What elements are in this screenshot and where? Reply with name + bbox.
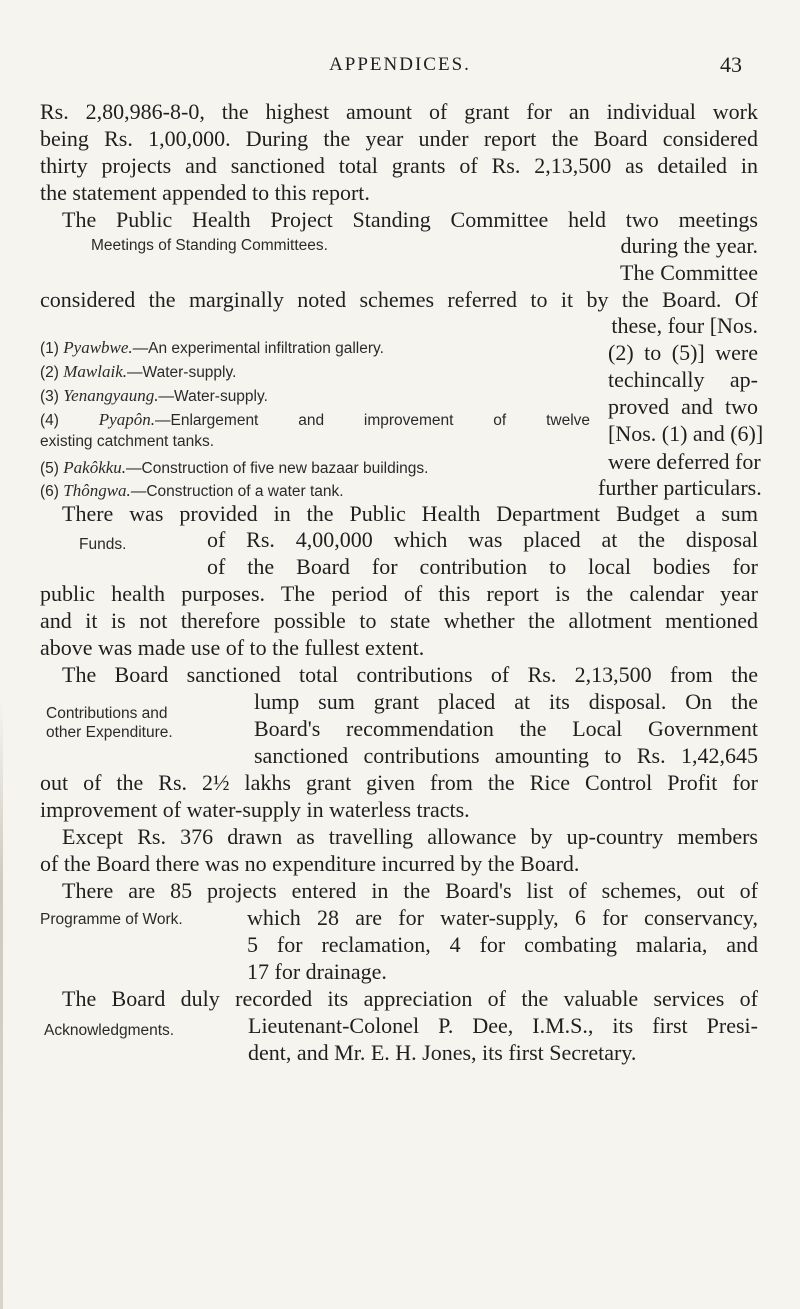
p6-side-line-3: 17 for drainage. — [247, 959, 387, 984]
margin-note-contributions-1: Contributions and — [46, 705, 168, 722]
p7-side-line-2: dent, and Mr. E. H. Jones, its first Secretary. — [248, 1040, 637, 1065]
p3-line-3: and it is not therefore possible to state whether the allotment mentioned — [40, 608, 758, 633]
p3-side-line-2: of the Board for contribution to local bodies for — [207, 554, 758, 579]
margin-note-meetings: Meetings of Standing Committees. — [91, 237, 328, 254]
scheme-item-4: (4) Pyapôn.—Enlargement and improvement of twelve — [40, 410, 591, 429]
scheme-item-5: (5) Pakôkku.—Construction of five new bazaar buildings. — [40, 458, 429, 477]
scheme-item-4-cont: existing catchment tanks. — [40, 433, 215, 450]
p2-right-col-4: proved and two — [608, 394, 758, 419]
p2-right-col-6: were deferred for — [608, 449, 761, 474]
scheme-item-6: (6) Thôngwa.—Construction of a water tank. — [40, 481, 344, 500]
p6-side-line-1: which 28 are for water-supply, 6 for conservancy, — [247, 905, 758, 930]
p3-side-line-1: of Rs. 4,00,000 which was placed at the disposal — [207, 527, 758, 552]
p7-line-1: The Board duly recorded its appreciation of the valuable services of — [62, 986, 758, 1011]
p1-line-2: being Rs. 1,00,000. During the year under report the Board considered — [40, 126, 758, 151]
p2-side-line-2: The Committee — [620, 260, 758, 285]
margin-note-programme: Programme of Work. — [40, 911, 183, 928]
p2-line-full: considered the marginally noted schemes referred to it by the Board. Of — [40, 287, 758, 312]
p4-side-line-1: lump sum grant placed at its disposal. On the — [254, 689, 758, 714]
p2-line-1: The Public Health Project Standing Committee held two meetings — [62, 207, 758, 232]
p2-right-col-2: (2) to (5)] were — [608, 340, 758, 365]
scan-edge-shadow — [0, 700, 3, 1309]
p4-line-1: The Board sanctioned total contributions of Rs. 2,13,500 from the — [62, 662, 758, 687]
page-number: 43 — [720, 52, 742, 77]
p5-line-1: Except Rs. 376 drawn as travelling allowance by up-country members — [62, 824, 758, 849]
running-head: APPENDICES. — [329, 54, 471, 75]
p2-right-col-7: further particulars. — [598, 475, 762, 500]
p7-side-line-1: Lieutenant-Colonel P. Dee, I.M.S., its first Presi- — [248, 1013, 758, 1038]
p1-line-1: Rs. 2,80,986-8-0, the highest amount of grant for an individual work — [40, 99, 758, 124]
p2-side-line-1: during the year. — [620, 233, 758, 258]
p2-right-col-1: these, four [Nos. — [611, 313, 758, 338]
p4-side-line-3: sanctioned contributions amounting to Rs. 1,42,645 — [254, 743, 758, 768]
page-header — [0, 54, 800, 84]
p4-side-line-2: Board's recommendation the Local Government — [254, 716, 758, 741]
p1-line-4: the statement appended to this report. — [40, 180, 370, 205]
p3-line-2: public health purposes. The period of this report is the calendar year — [40, 581, 758, 606]
margin-note-contributions-2: other Expenditure. — [46, 724, 173, 741]
p5-line-2: of the Board there was no expenditure incurred by the Board. — [40, 851, 580, 876]
p1-line-3: thirty projects and sanctioned total grants of Rs. 2,13,500 as detailed in — [40, 153, 758, 178]
p4-line-3: improvement of water-supply in waterless tracts. — [40, 797, 470, 822]
scheme-item-3: (3) Yenangyaung.—Water-supply. — [40, 386, 268, 405]
p4-line-2: out of the Rs. 2½ lakhs grant given from the Rice Control Profit for — [40, 770, 758, 795]
p2-right-col-3: techincally ap- — [608, 367, 758, 392]
p2-right-col-5: [Nos. (1) and (6)] — [608, 421, 764, 446]
scheme-item-2: (2) Mawlaik.—Water-supply. — [40, 362, 237, 381]
p6-line-1: There are 85 projects entered in the Board's list of schemes, out of — [62, 878, 758, 903]
margin-note-funds: Funds. — [79, 536, 127, 553]
p3-line-1: There was provided in the Public Health Department Budget a sum — [62, 501, 758, 526]
p6-side-line-2: 5 for reclamation, 4 for combating malaria, and — [247, 932, 758, 957]
p3-line-4: above was made use of to the fullest extent. — [40, 635, 425, 660]
scheme-item-1: (1) Pyawbwe.—An experimental infiltration gallery. — [40, 338, 384, 357]
margin-note-acknowledgments: Acknowledgments. — [44, 1022, 175, 1039]
